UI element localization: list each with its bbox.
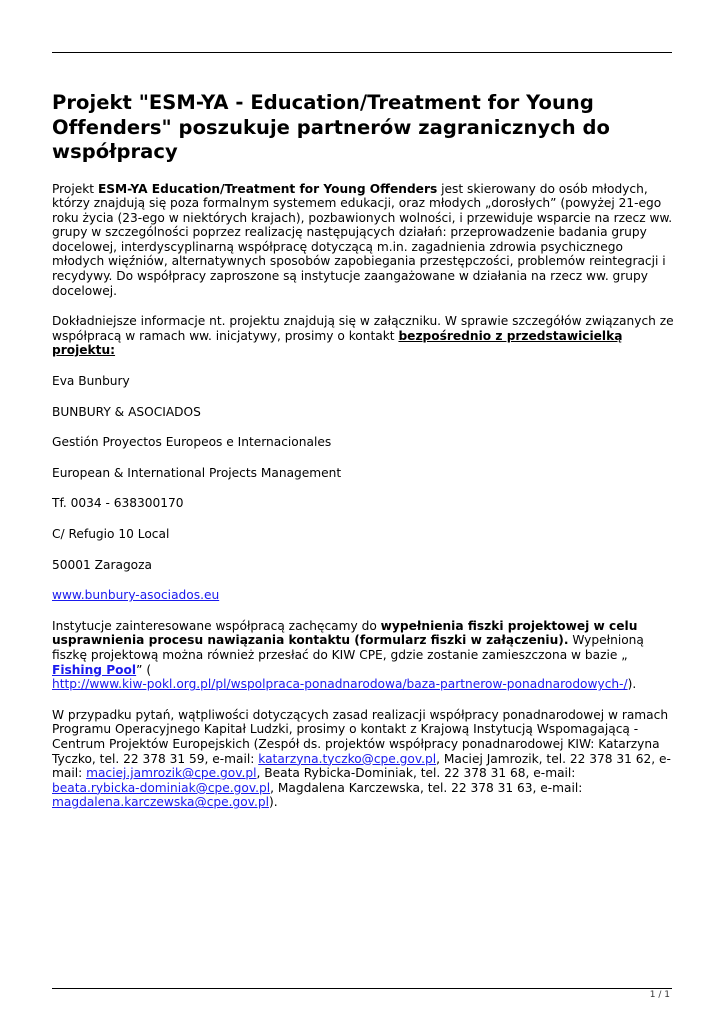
email-link-rybicka[interactable]: beata.rybicka-dominiak@cpe.gov.pl <box>52 780 271 795</box>
contact-dept-es: Gestión Proyectos Europeos e Internacionales <box>52 435 332 450</box>
contact-street: C/ Refugio 10 Local <box>52 527 170 541</box>
para4-t4: , Magdalena Karczewska, tel. 22 378 31 63, e-mail: <box>270 780 583 795</box>
email-link-tyczko[interactable]: katarzyna.tyczko@cpe.gov.pl <box>258 751 437 766</box>
contact-website-line <box>52 588 677 603</box>
page-number: 1 / 1 <box>649 990 670 1000</box>
website-link[interactable]: www.bunbury-asociados.eu <box>52 588 220 603</box>
representative-label: bezpośrednio z przedstawicielką projektu: <box>52 328 623 358</box>
contact-name: Eva Bunbury <box>52 374 130 389</box>
email-link-karczewska[interactable]: magdalena.karczewska@cpe.gov.pl <box>52 795 269 810</box>
contact-phone: Tf. 0034 - 638300170 <box>52 496 184 511</box>
contact-company: BUNBURY & ASOCIADOS <box>52 404 201 419</box>
contact-dept-en: European & International Projects Management <box>52 465 342 480</box>
contact-intro <box>52 314 677 358</box>
document-body <box>52 91 677 826</box>
email-link-jamrozik[interactable]: maciej.jamrozik@cpe.gov.pl <box>86 766 257 781</box>
para4-t1: W przypadku pytań, wątpliwości dotyczących zasad realizacji współpracy ponadnarodowej w ramach Programu Operacyjnego Kapitał Ludzki, prosimy o kontakt z Krajową Instytucją Wspomagającą - Centrum Projektów Europejskich (Zespół ds. projektów współpracy ponadnarodowej KIW: Katarzyna Tyczko, tel. 22 378 31 59, e-mail: <box>52 707 669 766</box>
contact-intro-text: Dokładniejsze informacje nt. projektu znajdują się w załączniku. W sprawie szczegółów związanych ze współpracą w ramach ww. inicjatywy, prosimy o kontakt <box>52 314 674 343</box>
para3-bold: wypełnienia fiszki projektowej w celu usprawnienia procesu nawiązania kontaktu (formularz fiszki w załączeniu). <box>52 618 638 648</box>
fishing-pool-link[interactable]: Fishing Pool <box>52 662 137 677</box>
para4-t5: ). <box>268 795 278 810</box>
project-name: ESM-YA Education/Treatment for Young Offenders <box>97 181 438 196</box>
header-rule <box>52 52 672 53</box>
kiw-contact-info <box>52 708 677 810</box>
para4-t3: , Beata Rybicka-Dominiak, tel. 22 378 31 68, e-mail: <box>256 766 576 781</box>
para1-prefix: Projekt <box>52 181 98 196</box>
para3-text4: ). <box>627 677 637 692</box>
application-info <box>52 619 677 692</box>
page-title: Projekt "ESM-YA - Education/Treatment for Young Offenders" poszukuje partnerów zagranicznych do współpracy <box>52 91 610 163</box>
para4-t2: , Maciej Jamrozik, tel. 22 378 31 62, e-mail: <box>52 751 671 781</box>
project-description <box>52 182 677 299</box>
para3-text1: Instytucje zainteresowane współpracą zachęcamy do <box>52 618 381 633</box>
para1-rest: jest skierowany do osób młodych, którzy znajdują się poza formalnym systemem edukacji, oraz młodych „dorosłych” (powyżej 21-ego roku życia (23-ego w niektórych krajach), pozbawionych wolności, i przewiduje wsparcie na rzecz ww. grupy w szczególności poprzez realizację następujących działań: przeprowadzenie badania grupy docelowej, interdyscyplinarną współpracę dotyczącą m.in. zagadnienia zdrowia psychicznego młodych więźniów, alternatywnych sposobów zapobiegania przestępczości, problemów reintegracji i recydywy. Do współpracy zaproszone są instytucje zaangażowane w działania na rzecz ww. grupy docelowej. <box>52 181 673 298</box>
footer-rule <box>52 988 672 989</box>
partner-database-link[interactable]: http://www.kiw-pokl.org.pl/pl/wspolpraca-ponadnarodowa/baza-partnerow-ponadnarodowych-/ <box>52 677 628 692</box>
para3-text2: Wypełnioną fiszkę projektową można również przesłać do KIW CPE, gdzie zostanie zamieszczona w bazie „ <box>52 633 644 662</box>
para3-text3: ” ( <box>136 662 152 677</box>
contact-city: 50001 Zaragoza <box>52 557 152 572</box>
